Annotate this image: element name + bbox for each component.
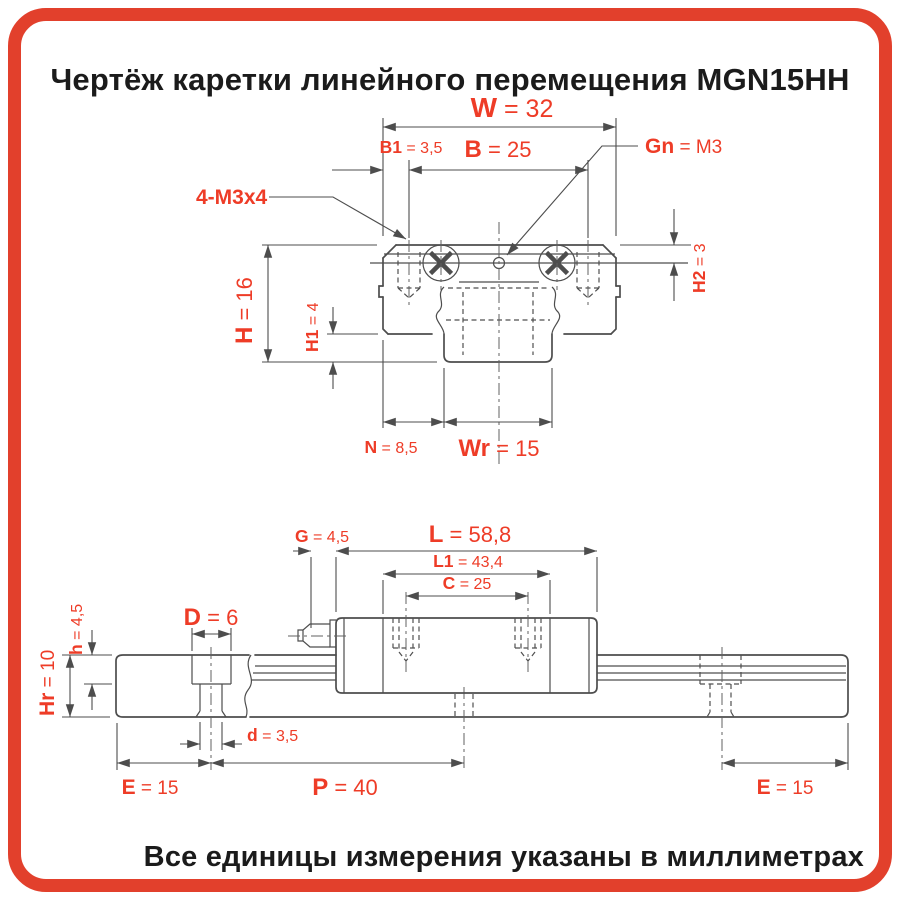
dim-E-right bbox=[722, 723, 848, 799]
dim-Wr bbox=[444, 422, 552, 462]
dim-C-label: C = 25 bbox=[442, 573, 492, 593]
thread-hole-left bbox=[398, 240, 420, 308]
rail-grooves-left bbox=[251, 666, 336, 680]
dim-E-right-label: E = 15 bbox=[756, 776, 814, 799]
dim-d bbox=[180, 722, 298, 750]
rail-hole-left bbox=[192, 647, 231, 770]
dim-E-left bbox=[117, 723, 211, 799]
dim-B1 bbox=[332, 137, 443, 170]
dim-W bbox=[383, 92, 616, 236]
dim-G bbox=[293, 526, 349, 628]
dim-D-label: D = 6 bbox=[183, 604, 239, 631]
dim-Hr-label: Hr = 10 bbox=[36, 649, 59, 716]
carriage-thread-hole-right bbox=[515, 592, 541, 672]
dim-H2-label: H2 = 3 bbox=[689, 243, 709, 293]
dim-d-label: d = 3,5 bbox=[247, 725, 299, 745]
dim-L1-label: L1 = 43,4 bbox=[433, 551, 503, 571]
dim-D bbox=[184, 604, 239, 651]
grease-nipple bbox=[288, 620, 348, 647]
rail-break-line bbox=[245, 655, 252, 717]
dim-B-label: B = 25 bbox=[464, 136, 532, 163]
dim-h bbox=[66, 604, 112, 710]
dim-B1-label: B1 = 3,5 bbox=[379, 137, 443, 157]
dim-H-label: H = 16 bbox=[231, 277, 258, 344]
rail-side-left-segment bbox=[116, 647, 251, 770]
front-section-view bbox=[196, 92, 722, 468]
dim-Gn-label: Gn = M3 bbox=[645, 135, 723, 158]
carriage-side-outline bbox=[336, 618, 597, 693]
rail-section bbox=[436, 222, 559, 468]
page-title: Чертёж каретки линейного перемещения MGN15HH bbox=[50, 62, 850, 97]
dim-N-label: N = 8,5 bbox=[364, 437, 418, 457]
dim-h-label: h = 4,5 bbox=[66, 603, 86, 655]
side-view bbox=[36, 521, 848, 801]
dim-4M3x4-label: 4-M3x4 bbox=[196, 186, 268, 209]
dim-H2 bbox=[620, 209, 709, 301]
units-note: Все единицы измерения указаны в миллиметрах bbox=[143, 841, 864, 873]
dim-L-label: L = 58,8 bbox=[428, 521, 512, 548]
dim-G-label: G = 4,5 bbox=[294, 526, 350, 546]
dim-P bbox=[211, 763, 464, 801]
dim-C bbox=[406, 573, 528, 596]
dim-W-label: W = 32 bbox=[470, 92, 554, 123]
carriage-thread-hole-left bbox=[393, 592, 419, 672]
rail-side-right-segment bbox=[250, 647, 848, 770]
thread-hole-right bbox=[577, 240, 599, 308]
rail-hole-center-hidden bbox=[455, 687, 473, 770]
leader-mounting-holes bbox=[196, 186, 406, 239]
dim-P-label: P = 40 bbox=[312, 774, 378, 801]
dim-H1 bbox=[302, 302, 378, 389]
dim-Hr bbox=[36, 650, 110, 717]
dim-H1-label: H1 = 4 bbox=[302, 302, 322, 352]
leader-Gn bbox=[507, 135, 722, 255]
dim-E-left-label: E = 15 bbox=[121, 776, 179, 799]
dim-Wr-label: Wr = 15 bbox=[458, 435, 540, 462]
